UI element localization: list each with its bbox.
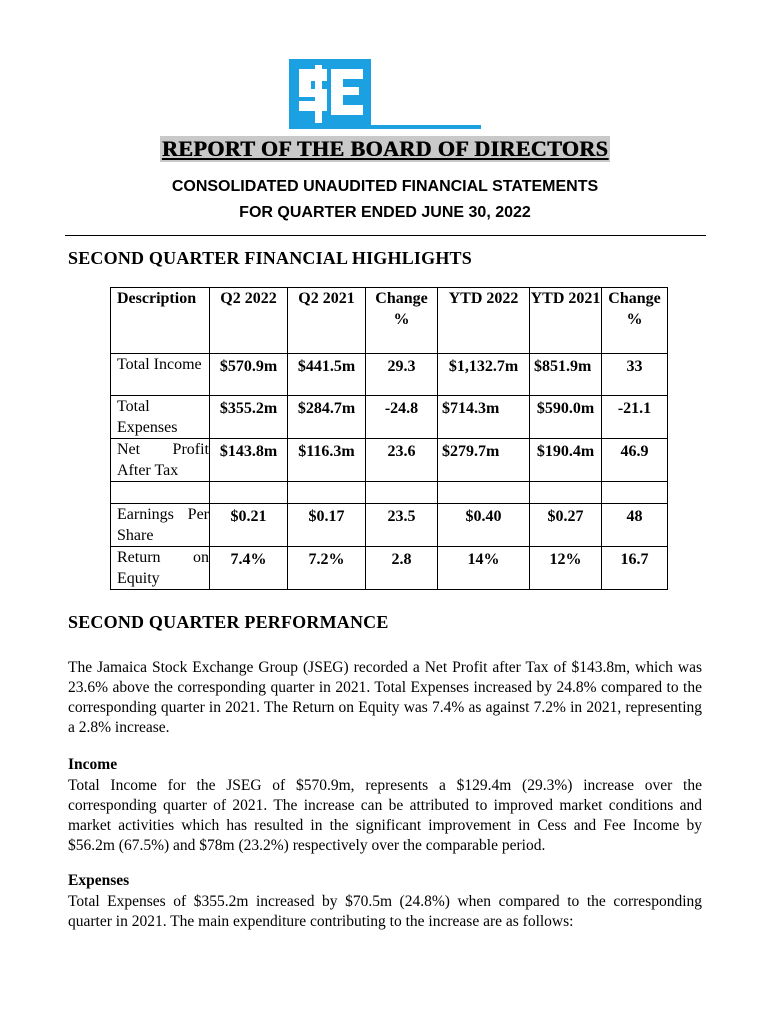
table-spacer-row xyxy=(111,482,668,504)
cell: $143.8m xyxy=(210,439,288,482)
cell: $851.9m xyxy=(530,354,602,396)
report-title-wrap xyxy=(0,136,770,162)
cell: $279.7m xyxy=(438,439,530,482)
col-header: Change % xyxy=(366,288,438,354)
cell: 29.3 xyxy=(366,354,438,396)
cell: $714.3m xyxy=(438,396,530,439)
cell: 48 xyxy=(602,504,668,547)
jse-logo xyxy=(289,59,481,129)
cell: 46.9 xyxy=(602,439,668,482)
col-header: YTD 2022 xyxy=(438,288,530,354)
highlights-table xyxy=(110,287,668,590)
col-header: Change % xyxy=(602,288,668,354)
cell: $1,132.7m xyxy=(438,354,530,396)
expenses-heading: Expenses xyxy=(68,872,130,889)
table-row xyxy=(111,439,668,482)
divider xyxy=(65,235,706,236)
report-title: REPORT OF THE BOARD OF DIRECTORS xyxy=(161,136,609,161)
table-row xyxy=(111,547,668,590)
cell: 12% xyxy=(530,547,602,590)
row-label: Total Income xyxy=(111,354,210,396)
col-header: Q2 2022 xyxy=(210,288,288,354)
cell: -24.8 xyxy=(366,396,438,439)
cell: $355.2m xyxy=(210,396,288,439)
table-row xyxy=(111,396,668,439)
cell: $590.0m xyxy=(530,396,602,439)
cell: 23.6 xyxy=(366,439,438,482)
cell: $441.5m xyxy=(288,354,366,396)
subtitle-statements: CONSOLIDATED UNAUDITED FINANCIAL STATEMENTS xyxy=(171,178,599,195)
cell: $190.4m xyxy=(530,439,602,482)
cell: $0.40 xyxy=(438,504,530,547)
cell: 2.8 xyxy=(366,547,438,590)
expenses-text: Total Expenses of $355.2m increased by $70.5m (24.8%) when compared to the corresponding quarter in 2021. The main expenditure contributing to the increase are as follows: xyxy=(68,893,702,930)
cell: 33 xyxy=(602,354,668,396)
cell: $284.7m xyxy=(288,396,366,439)
row-label: Return on Equity xyxy=(111,547,210,590)
cell: 7.2% xyxy=(288,547,366,590)
cell: $116.3m xyxy=(288,439,366,482)
cell: -21.1 xyxy=(602,396,668,439)
cell: 14% xyxy=(438,547,530,590)
table-row xyxy=(111,354,668,396)
highlights-heading: SECOND QUARTER FINANCIAL HIGHLIGHTS xyxy=(68,248,472,268)
cell: 7.4% xyxy=(210,547,288,590)
performance-heading: SECOND QUARTER PERFORMANCE xyxy=(68,612,389,632)
cell: 16.7 xyxy=(602,547,668,590)
cell: $570.9m xyxy=(210,354,288,396)
performance-intro: The Jamaica Stock Exchange Group (JSEG) recorded a Net Profit after Tax of $143.8m, which was 23.6% above the corresponding quarter in 2021. Total Expenses increased by 24.8% compared to the corresponding quarter in 2021. The Return on Equity was 7.4% as against 7.2% in 2021, representing a 2.8% increase. xyxy=(68,659,702,736)
cell: $0.21 xyxy=(210,504,288,547)
row-label: Earnings Per Share xyxy=(111,504,210,547)
income-heading: Income xyxy=(68,756,118,773)
income-text: Total Income for the JSEG of $570.9m, represents a $129.4m (29.3%) increase over the corresponding quarter of 2021. The increase can be attributed to improved market conditions and market activities which has resulted in the significant improvement in Cess and Fee Income by $56.2m (67.5%) and $78m (23.2%) respectively over the comparable period. xyxy=(68,777,702,854)
row-label: Net Profit After Tax xyxy=(111,439,210,482)
subtitle-quarter: FOR QUARTER ENDED JUNE 30, 2022 xyxy=(239,204,531,221)
table-header-row xyxy=(111,288,668,354)
table-row xyxy=(111,504,668,547)
col-header: Q2 2021 xyxy=(288,288,366,354)
cell: $0.17 xyxy=(288,504,366,547)
cell: 23.5 xyxy=(366,504,438,547)
col-header: YTD 2021 xyxy=(530,288,602,354)
row-label: Total Expenses xyxy=(111,396,210,439)
col-header: Description xyxy=(111,288,210,354)
cell: $0.27 xyxy=(530,504,602,547)
